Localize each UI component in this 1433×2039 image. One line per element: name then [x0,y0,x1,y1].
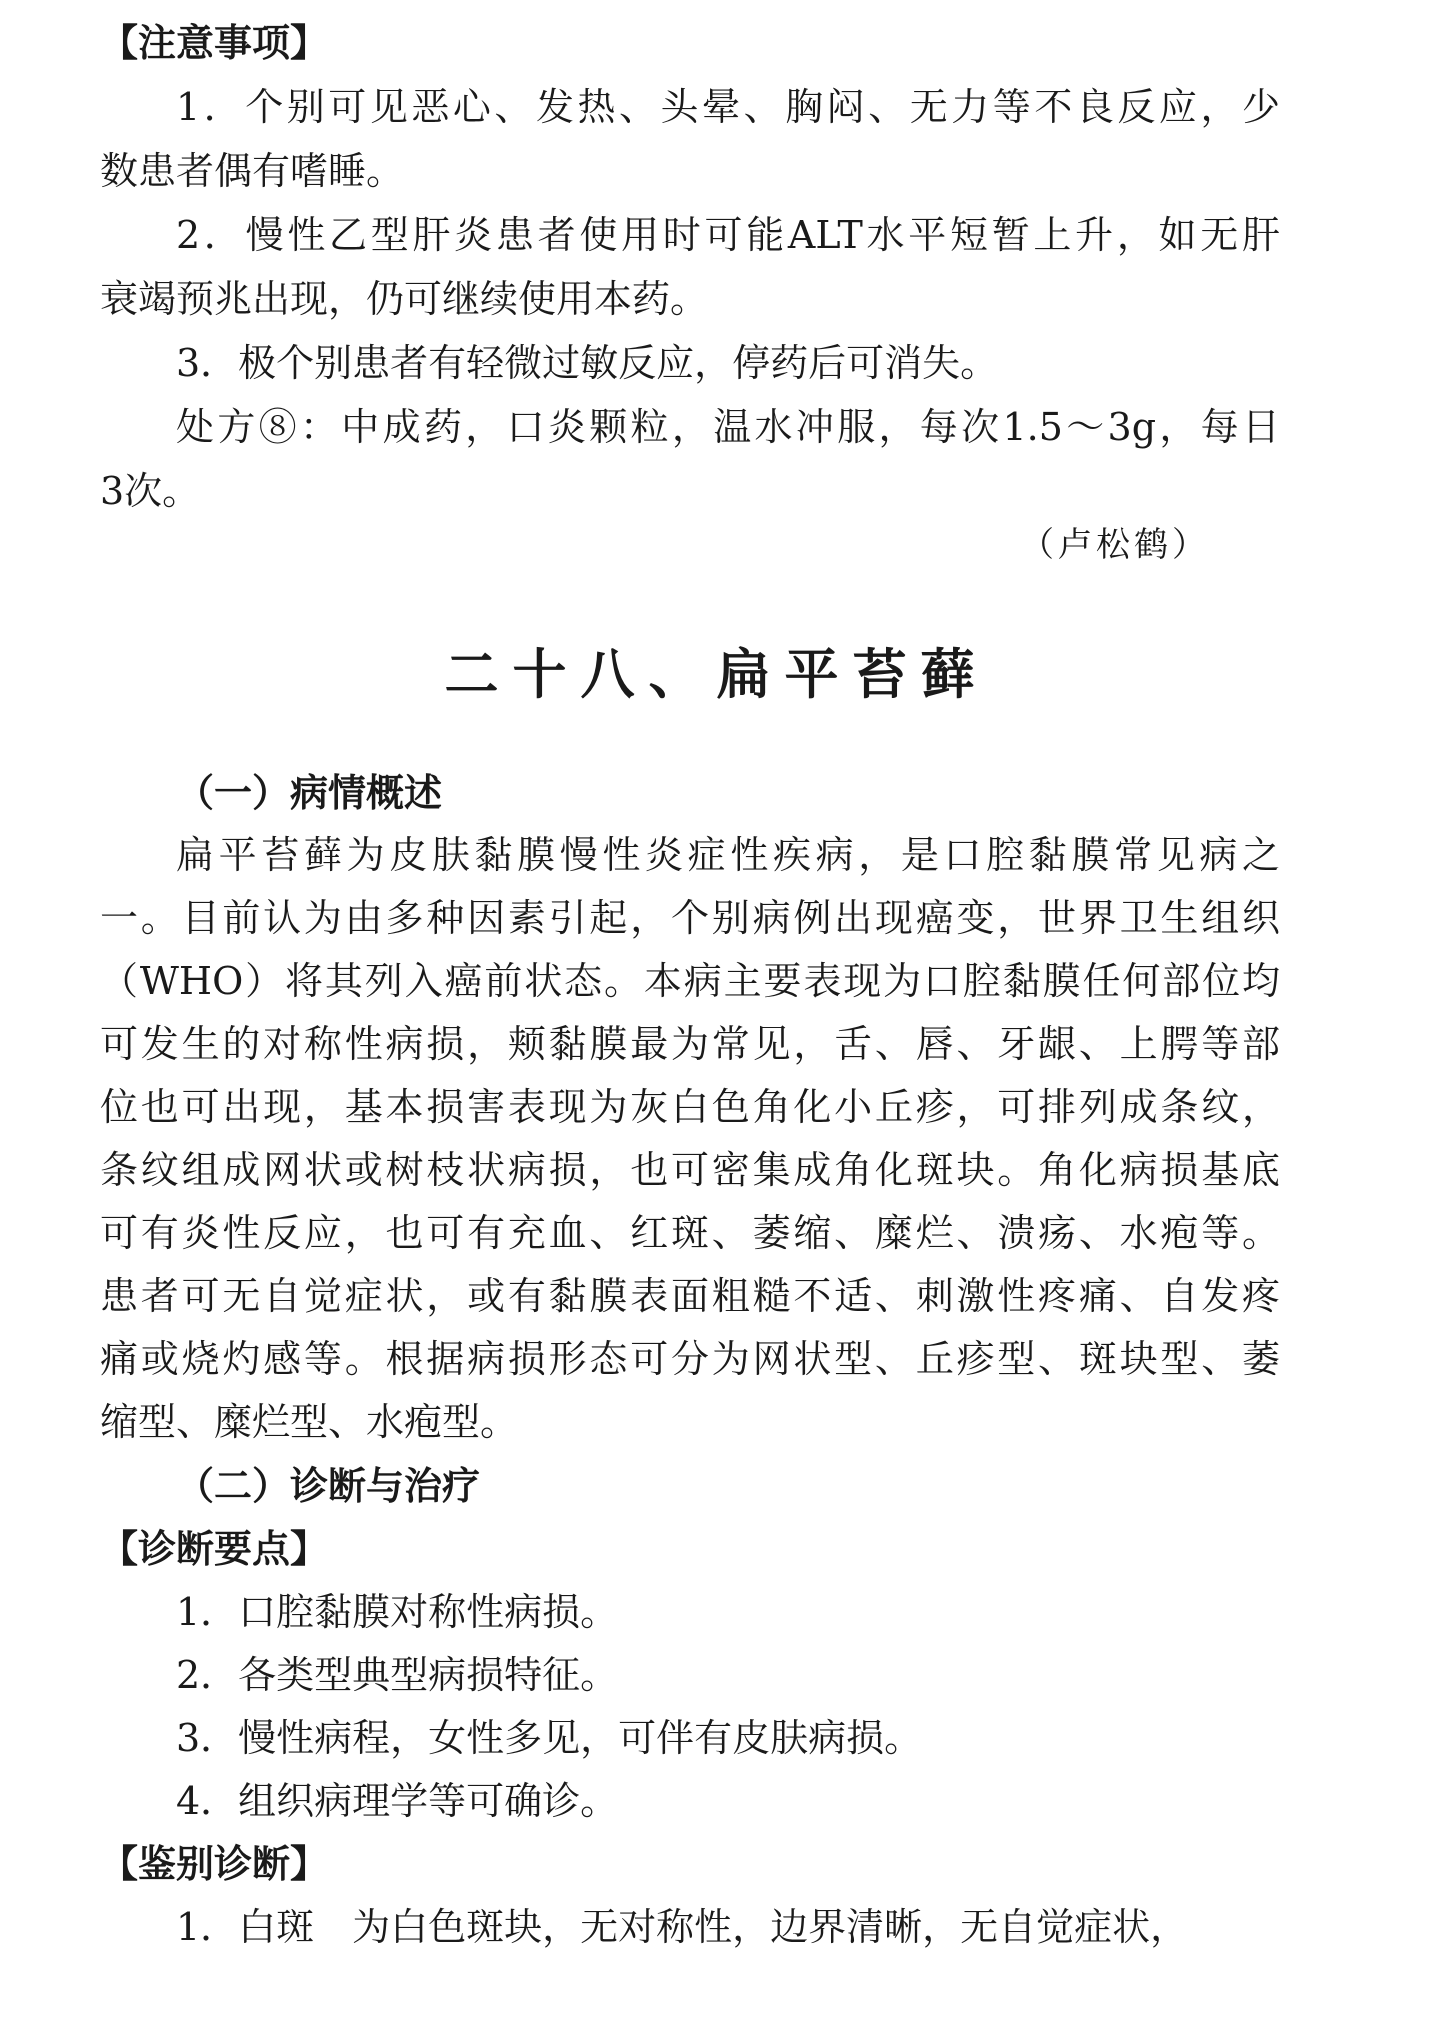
prescription-8-line-2: 3次。 [100,469,201,513]
differential-item-1: 1．白斑 为白色斑块，无对称性，边界清晰，无自觉症状， [176,1905,1189,1949]
notes-heading: 【注意事项】 [100,21,329,65]
notes-item-2-line-2: 衰竭预兆出现，仍可继续使用本药。 [100,277,709,321]
notes-item-1-line-1: 1．个别可见恶心、发热、头晕、胸闷、无力等不良反应，少 [176,85,1280,129]
diagnosis-item: 1．口腔黏膜对称性病损。 [176,1590,619,1634]
overview-line: 可有炎性反应，也可有充血、红斑、萎缩、糜烂、溃疡、水疱等。 [100,1211,1280,1255]
overview-line: 痛或烧灼感等。根据病损形态可分为网状型、丘疹型、斑块型、萎 [100,1337,1280,1381]
prescription-8-line-1: 处方⑧：中成药，口炎颗粒，温水冲服，每次1.5～3g，每日 [176,405,1280,449]
overview-line: 可发生的对称性病损，颊黏膜最为常见，舌、唇、牙龈、上腭等部 [100,1022,1280,1066]
author-credit: （卢松鹤） [1020,525,1210,565]
overview-line: （WHO）将其列入癌前状态。本病主要表现为口腔黏膜任何部位均 [100,959,1280,1003]
section-2-heading: （二）诊断与治疗 [176,1464,481,1508]
differential-heading: 【鉴别诊断】 [100,1842,329,1886]
overview-line: 一。目前认为由多种因素引起，个别病例出现癌变，世界卫生组织 [100,896,1280,940]
diagnosis-item: 2．各类型典型病损特征。 [176,1653,619,1697]
overview-line: 位也可出现，基本损害表现为灰白色角化小丘疹，可排列成条纹， [100,1085,1280,1129]
notes-item-3: 3．极个别患者有轻微过敏反应，停药后可消失。 [176,341,999,385]
section-1-heading: （一）病情概述 [176,771,443,815]
notes-item-1-line-2: 数患者偶有嗜睡。 [100,149,405,193]
overview-line: 条纹组成网状或树枝状病损，也可密集成角化斑块。角化病损基底 [100,1148,1280,1192]
notes-item-2-line-1: 2．慢性乙型肝炎患者使用时可能ALT水平短暂上升，如无肝 [176,213,1280,257]
chapter-title: 二十八、扁平苔藓 [444,643,989,706]
overview-line: 缩型、糜烂型、水疱型。 [100,1400,519,1444]
diagnosis-heading: 【诊断要点】 [100,1527,329,1571]
overview-line: 扁平苔藓为皮肤黏膜慢性炎症性疾病，是口腔黏膜常见病之 [176,833,1280,877]
diagnosis-item: 3．慢性病程，女性多见，可伴有皮肤病损。 [176,1716,923,1760]
overview-line: 患者可无自觉症状，或有黏膜表面粗糙不适、刺激性疼痛、自发疼 [100,1274,1280,1318]
diagnosis-item: 4．组织病理学等可确诊。 [176,1779,619,1823]
